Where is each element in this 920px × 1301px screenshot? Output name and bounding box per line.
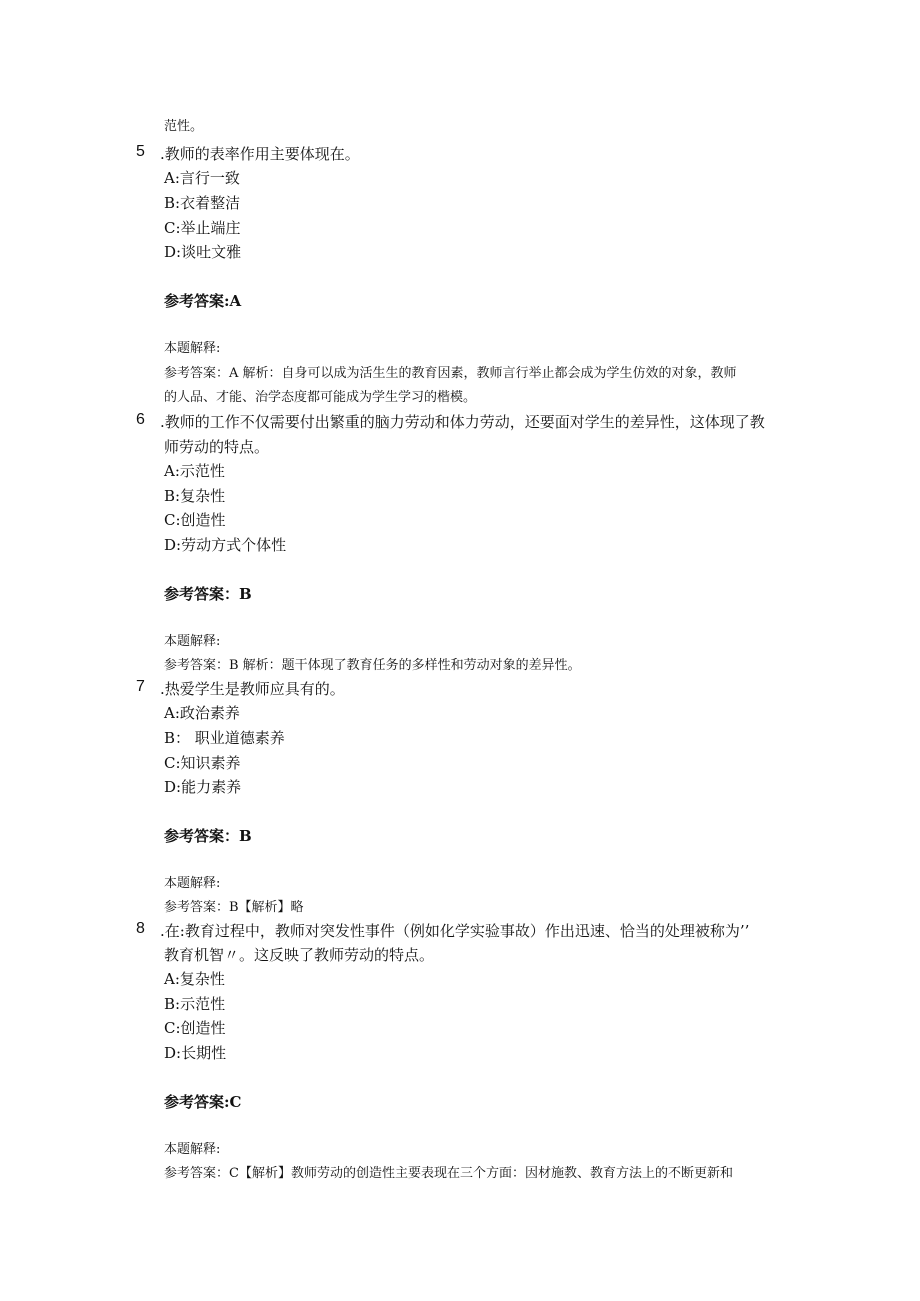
question-stem: .热爱学生是教师应具有的。 [160,680,345,698]
option-a: A:言行一致 [164,169,240,187]
option-c: C:创造性 [164,1019,226,1037]
question-stem: 师劳动的特点。 [164,438,270,456]
option-b: B： 职业道德素养 [164,729,285,747]
explanation-label: 本题解释: [164,634,221,649]
question-number: 6 [136,411,145,428]
option-a: A:示范性 [164,462,225,480]
question-number: 5 [136,143,145,160]
option-d: D:劳动方式个体性 [164,536,287,554]
continued-text: 范性。 [164,119,204,134]
question-number: 7 [136,678,145,695]
question-stem: .教师的表率作用主要体现在。 [160,145,360,163]
option-d: D:谈吐文雅 [164,243,242,261]
option-d: D:能力素养 [164,778,242,796]
question-stem: 教育机智〃。这反映了教师劳动的特点。 [164,946,435,964]
question-stem: .教师的工作不仅需要付出繁重的脑力劳动和体力劳动，还要面对学生的差异性，这体现了教 [160,413,765,431]
explanation-text: 参考答案：B 解析：题干体现了教育任务的多样性和劳动对象的差异性。 [164,658,581,673]
question-number: 8 [136,920,145,937]
explanation-text: 参考答案：C【解析】教师劳动的创造性主要表现在三个方面：因材施教、教育方法上的不断更新和 [164,1166,733,1181]
answer-label: 参考答案:A [164,292,242,310]
explanation-label: 本题解释: [164,341,221,356]
option-c: C:知识素养 [164,754,241,772]
option-b: B:衣着整洁 [164,194,241,212]
explanation-text: 参考答案：B【解析】略 [164,900,304,915]
explanation-label: 本题解释: [164,1142,221,1157]
answer-label: 参考答案:C [164,1093,242,1111]
option-b: B:示范性 [164,995,226,1013]
option-a: A:复杂性 [164,970,225,988]
explanation-label: 本题解释: [164,876,221,891]
answer-label: 参考答案：B [164,827,252,845]
option-c: C:创造性 [164,511,226,529]
answer-label: 参考答案：B [164,585,252,603]
explanation-text: 参考答案：A 解析：自身可以成为活生生的教育因素，教师言行举止都会成为学生仿效的对象，教师 [164,366,737,381]
option-b: B:复杂性 [164,487,226,505]
option-c: C:举止端庄 [164,219,241,237]
question-stem: .在:教育过程中，教师对突发性事件（例如化学实验事故）作出迅速、恰当的处理被称为’’ [160,922,750,940]
option-a: A:政治素养 [164,704,240,722]
explanation-text: 的人品、才能、治学态度都可能成为学生学习的楷模。 [164,390,477,405]
option-d: D:长期性 [164,1044,227,1062]
